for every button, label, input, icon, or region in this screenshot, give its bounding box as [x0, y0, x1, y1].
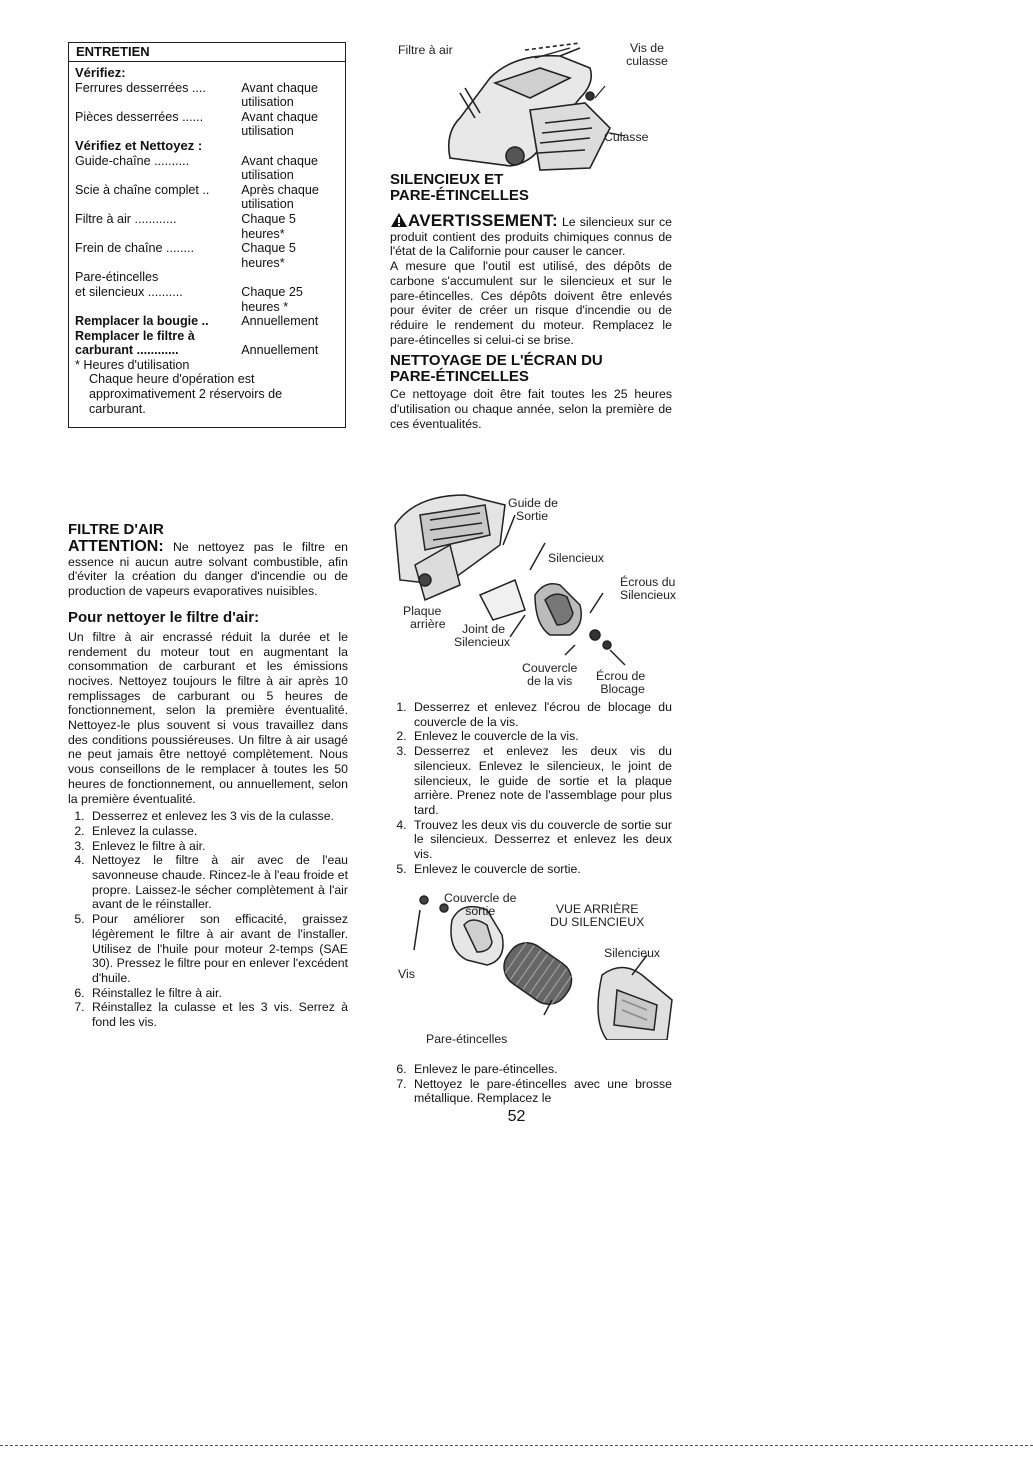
- warning-triangle-icon: [390, 212, 408, 228]
- maintenance-row: Frein de chaîne ........ Chaque 5 heures*: [75, 241, 296, 270]
- label-rear-view: VUE ARRIÈRE DU SILENCIEUX: [550, 902, 645, 929]
- footnote-tanks: Chaque heure d'opération est approximativement 2 réservoirs de carburant.: [89, 372, 283, 416]
- list-item: 2. Enlevez la culasse.: [88, 824, 348, 839]
- label-muffler-nuts: Écrous du Silencieux: [620, 575, 677, 602]
- spark-steps-block: [390, 1062, 672, 1106]
- muffler-section: [390, 172, 672, 431]
- label-muffler-rear: Silencieux: [604, 946, 661, 960]
- list-item: 3. Desserrez et enlevez les deux vis du silencieux. Enlevez le silencieux, le joint de silencieux, le guide de sortie et la plaque arrière. Prenez note de l'assemblage pour plus tard.: [410, 744, 672, 818]
- label-exhaust-cover: Couvercle de sortie: [444, 891, 517, 918]
- list-item: 4. Nettoyez le filtre à air avec de l'eau savonneuse chaude. Rincez-le à l'eau froide et propre. Laissez-le sécher complètement à l'air avant de le réinstaller.: [88, 853, 348, 912]
- muffler-steps-block: [390, 700, 672, 876]
- warning-paragraph: AVERTISSEMENT: Le silencieux sur ce produit contient des produits chimiques connus de l'état de la Californie pour causer le cancer.: [390, 211, 672, 259]
- maintenance-table: [68, 42, 346, 428]
- maintenance-row: Ferrures desserrées .... Avant chaque utilisation: [75, 80, 319, 110]
- maintenance-row: carburant ............ Annuellement: [75, 343, 319, 358]
- muffler-steps: [390, 700, 672, 876]
- label-muffler-gasket: Joint de Silencieux: [454, 622, 511, 649]
- maintenance-row: Scie à chaîne complet .. Après chaque utilisation: [75, 182, 319, 212]
- maintenance-row: Remplacer le filtre à: [75, 328, 195, 343]
- label-back-plate: Plaque arrière: [403, 604, 446, 631]
- maintenance-row: Remplacer la bougie .. Annuellement: [75, 314, 319, 329]
- label-exhaust-guide: Guide de Sortie: [508, 496, 558, 523]
- air-filter-intro: Un filtre à air encrassé réduit la durée et le rendement du moteur tout en augmentant la consommation de carburant et les émissions nocives. Nettoyez toujours le filtre à air après 10 remplissages de carburant ou 5 heures de fonctionnement, selon la première éventualité. Nettoyez-le plus souvent si vous travaillez dans des conditions poussiéreuses. Un filtre à air usagé ne peut jamais être nettoyé complètement. Nous vous conseillons de le remplacer à toutes les 50 heures de fonctionnement, ou annuellement, selon la première éventualité.: [68, 629, 348, 806]
- check-title: Vérifiez:: [75, 65, 126, 80]
- air-filter-section: [68, 522, 348, 1030]
- air-filter-steps: [68, 809, 348, 1030]
- page-number: 52: [507, 1108, 526, 1125]
- list-item: 3. Enlevez le filtre à air.: [88, 839, 348, 854]
- attention-word: ATTENTION:: [68, 538, 164, 555]
- list-item: 5. Pour améliorer son efficacité, graissez légèrement le filtre à air avant de l'installer. Utilisez de l'huile pour moteur 2-temps (SAE 30). Pressez le filtre pour en enlever l'excédent d'huile.: [88, 912, 348, 986]
- list-item: 7. Réinstallez la culasse et les 3 vis. Serrez à fond les vis.: [88, 1000, 348, 1029]
- muffler-title: SILENCIEUX ET PARE-ÉTINCELLES: [390, 171, 529, 204]
- attention-paragraph: ATTENTION: Ne nettoyez pas le filtre en essence ni aucun autre solvant combustible, afin d'éviter la création du danger d'incendie ou de production de vapeurs evaporatives nuisibles.: [68, 538, 348, 599]
- maintenance-row: Pare-étincelles: [75, 270, 159, 285]
- label-cylinder-cover: Culasse: [604, 130, 649, 144]
- label-screw: Vis: [398, 967, 415, 981]
- list-item: 1. Desserrez et enlevez l'écrou de blocage du couvercle de la vis.: [410, 700, 672, 729]
- maintenance-row: Pièces desserrées ...... Avant chaque utilisation: [75, 109, 319, 139]
- label-muffler: Silencieux: [548, 551, 605, 565]
- list-item: 7. Nettoyez le pare-étincelles avec une brosse métallique. Remplacez le: [410, 1077, 672, 1106]
- check-clean-title: Vérifiez et Nettoyez :: [75, 137, 203, 153]
- label-air-filter: Filtre à air: [398, 43, 453, 57]
- list-item: 5. Enlevez le couvercle de sortie.: [410, 862, 672, 877]
- spark-steps: [390, 1062, 672, 1106]
- label-cylinder-screw: Vis de culasse: [626, 41, 668, 68]
- list-item: 6. Réinstallez le filtre à air.: [88, 986, 348, 1001]
- maintenance-row: Guide-chaîne .......... Avant chaque utilisation: [75, 153, 319, 183]
- list-item: 1. Desserrez et enlevez les 3 vis de la culasse.: [88, 809, 348, 824]
- air-filter-title: FILTRE D'AIR: [68, 521, 164, 538]
- maintenance-row: et silencieux .......... Chaque 25 heures *: [75, 284, 303, 314]
- label-spark-arrestor: Pare-étincelles: [426, 1032, 508, 1046]
- label-screw-cover: Couvercle de la vis: [522, 661, 578, 688]
- air-filter-subtitle: Pour nettoyer le filtre d'air:: [68, 608, 260, 626]
- screen-cleaning-paragraph: Ce nettoyage doit être fait toutes les 25 heures d'utilisation ou chaque année, selon la première de ces éventualités.: [390, 387, 672, 431]
- page-bottom-rule: [0, 1445, 1033, 1446]
- maintenance-header: ENTRETIEN: [69, 43, 345, 62]
- screen-cleaning-title: NETTOYAGE DE L'ÉCRAN DU PARE-ÉTINCELLES: [390, 352, 603, 386]
- maintenance-row: Filtre à air ............ Chaque 5 heures*: [75, 211, 296, 241]
- footnote-hours: * Heures d'utilisation: [75, 357, 190, 372]
- label-lock-nut: Écrou de Blocage: [596, 669, 646, 696]
- warning-word: AVERTISSEMENT:: [408, 211, 558, 230]
- muffler-paragraph: A mesure que l'outil est utilisé, des dépôts de carbone s'accumulent sur le silencieux et sur le pare-étincelles. Ces dépôts doivent être enlevés pour éviter de créer un risque d'incendie ou de réduire le rendement du moteur. Remplacez le pare-étincelles si celui-ci se brise.: [390, 259, 672, 347]
- list-item: 2. Enlevez le couvercle de la vis.: [410, 729, 672, 744]
- list-item: 6. Enlevez le pare-étincelles.: [410, 1062, 672, 1077]
- list-item: 4. Trouvez les deux vis du couvercle de sortie sur le silencieux. Desserrez et enlevez les deux vis.: [410, 818, 672, 862]
